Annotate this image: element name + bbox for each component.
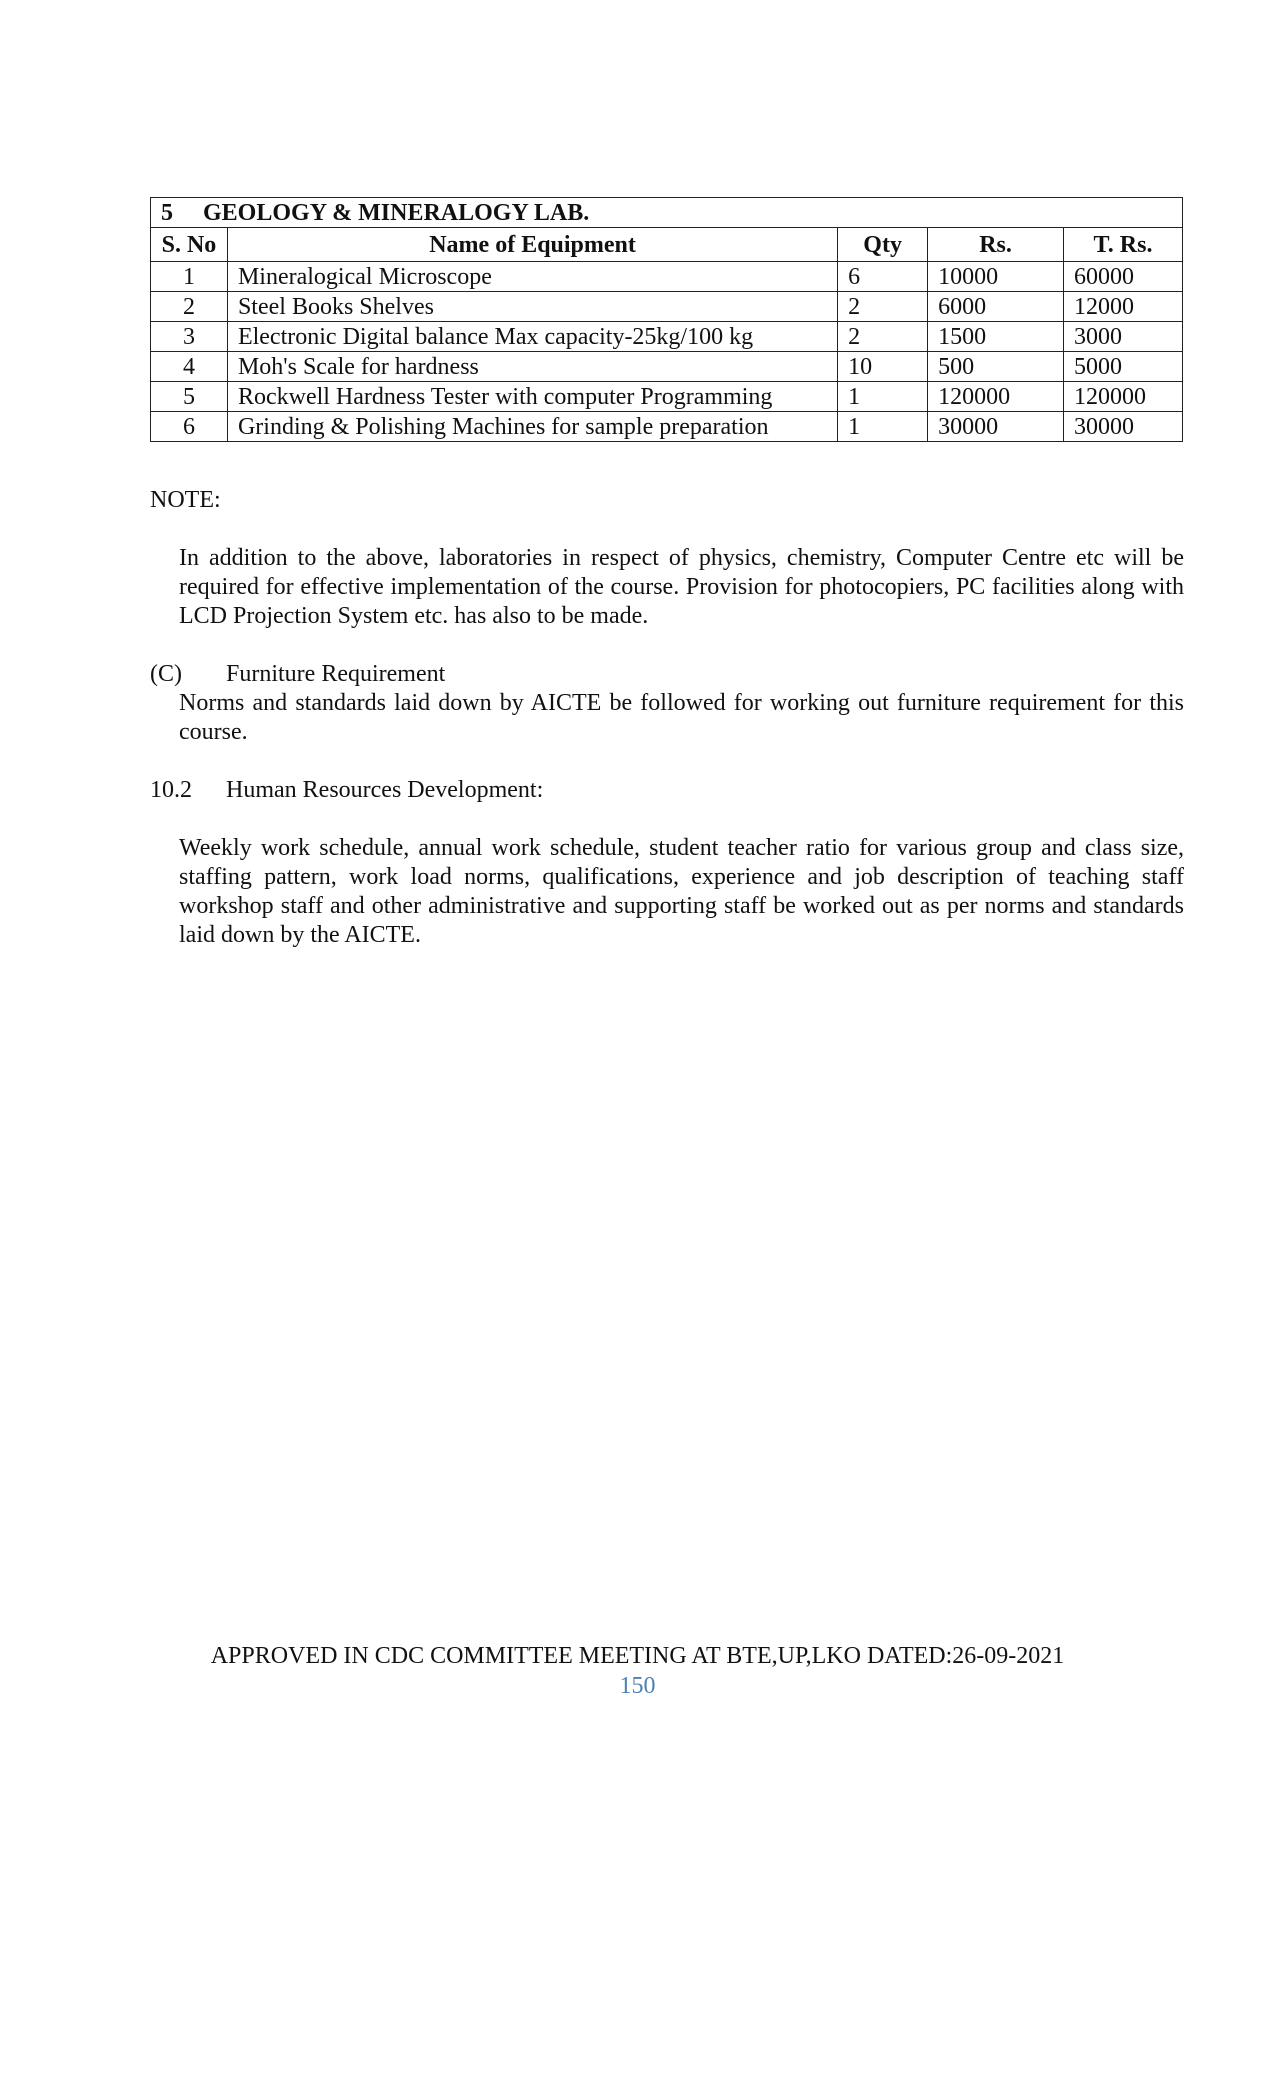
cell-trs: 12000 bbox=[1064, 292, 1183, 322]
cell-name: Mineralogical Microscope bbox=[227, 262, 837, 292]
table-row bbox=[151, 382, 1183, 412]
cell-trs: 3000 bbox=[1064, 322, 1183, 352]
hrd-heading bbox=[150, 776, 543, 805]
section-title: GEOLOGY & MINERALOGY LAB. bbox=[203, 199, 590, 226]
furniture-paragraph: Norms and standards laid down by AICTE be followed for working out furniture requirement for this course. bbox=[179, 690, 1184, 745]
equipment-table bbox=[150, 197, 1183, 442]
hrd-paragraph: Weekly work schedule, annual work schedule, student teacher ratio for various group and class size, staffing pattern, work load norms, qualifications, experience and job description of teaching staff workshop staff and other administrative and supporting staff be worked out as per norms and standards laid down by the AICTE. bbox=[179, 835, 1184, 948]
page-number: 150 bbox=[619, 1673, 656, 1699]
cell-qty: 2 bbox=[838, 322, 928, 352]
hrd-title: Human Resources Development: bbox=[226, 777, 544, 803]
cell-sno: 2 bbox=[151, 292, 228, 322]
furniture-marker: (C) bbox=[150, 661, 182, 687]
table-title-cell bbox=[151, 198, 1183, 228]
header-sno: S. No bbox=[151, 228, 228, 262]
table-row bbox=[151, 412, 1183, 442]
cell-sno: 5 bbox=[151, 382, 228, 412]
header-rs: Rs. bbox=[928, 228, 1064, 262]
furniture-title: Furniture Requirement bbox=[226, 661, 446, 687]
table-row bbox=[151, 262, 1183, 292]
cell-name: Electronic Digital balance Max capacity-25kg/100 kg bbox=[227, 322, 837, 352]
header-name: Name of Equipment bbox=[227, 228, 837, 262]
note-paragraph: In addition to the above, laboratories in respect of physics, chemistry, Computer Centre etc will be required for effective implementation of the course. Provision for photocopiers, PC facilities along with LCD Projection System etc. has also to be made. bbox=[179, 545, 1184, 629]
cell-trs: 30000 bbox=[1064, 412, 1183, 442]
cell-rs: 6000 bbox=[928, 292, 1064, 322]
cell-name: Rockwell Hardness Tester with computer Programming bbox=[227, 382, 837, 412]
table-header-row bbox=[151, 228, 1183, 262]
cell-qty: 6 bbox=[838, 262, 928, 292]
cell-sno: 4 bbox=[151, 352, 228, 382]
cell-rs: 1500 bbox=[928, 322, 1064, 352]
table-title-row bbox=[151, 198, 1183, 228]
hrd-marker: 10.2 bbox=[150, 777, 192, 803]
header-qty: Qty bbox=[838, 228, 928, 262]
cell-name: Steel Books Shelves bbox=[227, 292, 837, 322]
table-row bbox=[151, 352, 1183, 382]
cell-sno: 6 bbox=[151, 412, 228, 442]
cell-trs: 5000 bbox=[1064, 352, 1183, 382]
cell-name: Grinding & Polishing Machines for sample preparation bbox=[227, 412, 837, 442]
cell-rs: 10000 bbox=[928, 262, 1064, 292]
cell-qty: 1 bbox=[838, 412, 928, 442]
cell-rs: 120000 bbox=[928, 382, 1064, 412]
furniture-heading bbox=[150, 660, 445, 689]
note-label: NOTE: bbox=[150, 487, 221, 513]
cell-sno: 1 bbox=[151, 262, 228, 292]
header-trs: T. Rs. bbox=[1064, 228, 1183, 262]
table-row bbox=[151, 322, 1183, 352]
cell-name: Moh's Scale for hardness bbox=[227, 352, 837, 382]
approval-footer: APPROVED IN CDC COMMITTEE MEETING AT BTE,UP,LKO DATED:26-09-2021 bbox=[210, 1643, 1065, 1669]
cell-qty: 10 bbox=[838, 352, 928, 382]
cell-qty: 1 bbox=[838, 382, 928, 412]
cell-trs: 60000 bbox=[1064, 262, 1183, 292]
cell-sno: 3 bbox=[151, 322, 228, 352]
cell-rs: 500 bbox=[928, 352, 1064, 382]
cell-rs: 30000 bbox=[928, 412, 1064, 442]
cell-qty: 2 bbox=[838, 292, 928, 322]
section-number: 5 bbox=[161, 199, 173, 226]
cell-trs: 120000 bbox=[1064, 382, 1183, 412]
table-row bbox=[151, 292, 1183, 322]
